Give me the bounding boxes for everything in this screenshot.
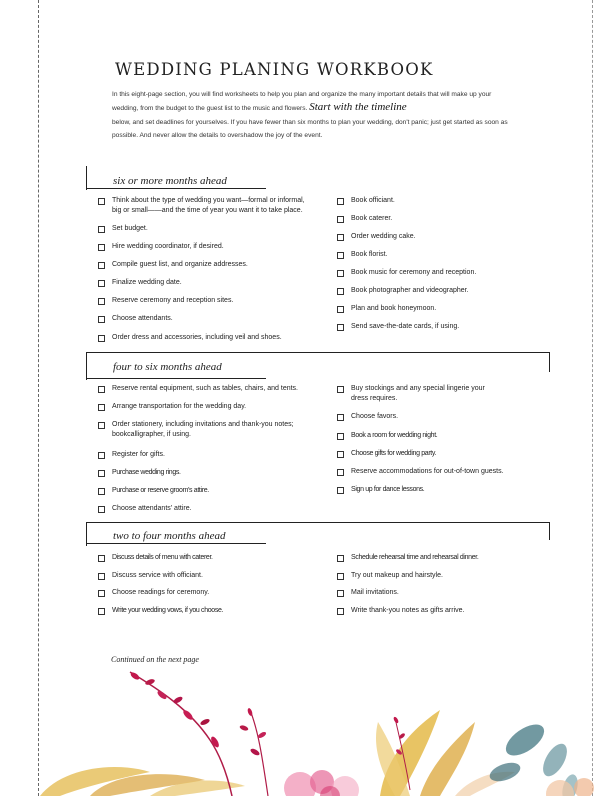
checkbox[interactable] [98,404,105,411]
checkbox[interactable] [98,386,105,393]
checkbox[interactable] [98,422,105,429]
checkbox[interactable] [98,488,105,495]
checkbox[interactable] [98,280,105,287]
leaf-icon [501,718,550,761]
intro-accent: Start with the timeline [309,101,407,114]
checkbox[interactable] [337,555,344,562]
intro-line: wedding, from the budget to the guest list to the music and flowers. Start with the timeline [112,101,407,114]
section-heading: two to four months ahead [113,530,226,542]
checkbox[interactable] [337,386,344,393]
leaf-icon [172,695,183,704]
checkbox[interactable] [337,216,344,223]
section-heading: four to six months ahead [113,361,222,373]
section-bracket [549,352,550,372]
section-underline [86,543,266,544]
floral-decoration [0,660,595,796]
checkbox[interactable] [337,487,344,494]
leaf-icon [239,724,249,731]
checkbox[interactable] [337,433,344,440]
section-heading: six or more months ahead [113,175,227,187]
checkbox[interactable] [98,573,105,580]
checkbox[interactable] [337,252,344,259]
checkbox[interactable] [337,414,344,421]
checkbox[interactable] [98,335,105,342]
checkbox[interactable] [337,306,344,313]
leaf-icon [538,740,572,780]
section-bracket [549,522,550,540]
intro-line: below, and set deadlines for yourselves. If you have fewer than six months to plan your wedding, don't panic; just get started as soon as [112,118,508,126]
checkbox[interactable] [337,590,344,597]
section-bracket [86,352,87,380]
continued-note: Continued on the next page [111,655,199,664]
section-header-six-or-more [86,166,550,190]
checkbox[interactable] [98,316,105,323]
section-underline [86,378,266,379]
checkbox[interactable] [98,226,105,233]
section-divider [86,522,550,523]
checkbox[interactable] [98,244,105,251]
checkbox[interactable] [98,198,105,205]
checkbox[interactable] [337,608,344,615]
checkbox[interactable] [337,198,344,205]
checkbox[interactable] [98,506,105,513]
checkbox[interactable] [337,234,344,241]
checkbox[interactable] [98,298,105,305]
section-bracket [86,166,87,190]
checkbox[interactable] [337,451,344,458]
checkbox[interactable] [337,469,344,476]
intro-paragraph [112,88,532,142]
section-header-four-to-six [86,352,550,380]
page-title: WEDDING PLANING WORKBOOK [115,60,434,79]
leaf-icon [199,718,210,727]
checkbox[interactable] [337,270,344,277]
section-divider [86,352,550,353]
checkbox[interactable] [98,590,105,597]
checkbox[interactable] [98,470,105,477]
intro-line: possible. And never allow the details to overshadow the joy of the event. [112,131,323,139]
checkbox[interactable] [98,452,105,459]
checkbox[interactable] [98,555,105,562]
section-header-two-to-four [86,522,550,546]
section-underline [86,188,266,189]
checkbox[interactable] [337,324,344,331]
intro-line: In this eight-page section, you will find worksheets to help you plan and organize the many important details that will make up your [112,91,492,98]
checkbox[interactable] [337,288,344,295]
checkbox[interactable] [98,608,105,615]
checkbox[interactable] [337,573,344,580]
leaf-icon [249,747,260,756]
checkbox[interactable] [98,262,105,269]
